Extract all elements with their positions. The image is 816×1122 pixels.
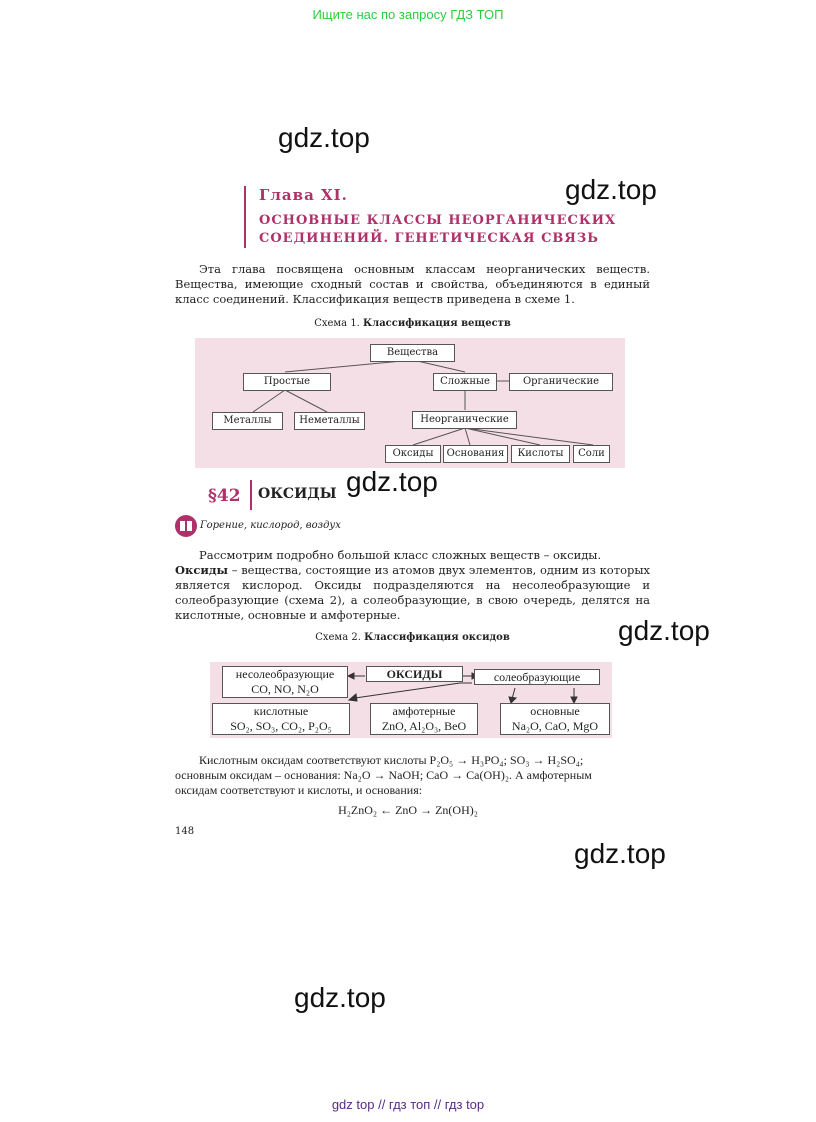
- nonsalt-examples: CO, NO, N₂O: [251, 682, 319, 696]
- scheme2-caption: [175, 632, 650, 643]
- section-text-p1: Рассмотрим подробно большой класс сложных веществ – оксиды.: [199, 548, 602, 562]
- zinc-formula: H₂ZnO₂ ← ZnO → Zn(OH)₂: [338, 803, 478, 817]
- node-complex: Сложные: [433, 373, 497, 391]
- top-note: Ищите нас по запросу ГДЗ ТОП: [312, 7, 504, 22]
- closing-line: оксидам соответствуют и кислоты, и основания:: [175, 783, 423, 797]
- closing-paragraph: [175, 753, 655, 798]
- acidic-label: кислотные: [253, 704, 309, 718]
- node-salts: Соли: [573, 445, 610, 463]
- watermark: gdz.top: [278, 122, 370, 153]
- acidic-oxides-box: [212, 703, 350, 735]
- section-keywords: Горение, кислород, воздух: [200, 520, 341, 531]
- closing-line: основным оксидам – основания: Na₂O → NaOH; CaO → Ca(OH)₂. А амфотерным: [175, 768, 592, 782]
- scheme2-caption-prefix: Схема 2.: [315, 632, 361, 643]
- chapter-title: Глава XI.: [259, 186, 348, 204]
- scheme2-diagram: [210, 662, 612, 738]
- basic-oxides-box: [500, 703, 610, 735]
- section-divider: [250, 480, 252, 510]
- bottom-links[interactable]: gdz top // гдз топ // гдз top: [331, 1097, 485, 1112]
- node-nonmetals: Неметаллы: [294, 412, 365, 430]
- acidic-examples: SO₂, SO₃, CO₂, P₂O₅: [230, 719, 332, 733]
- node-acids: Кислоты: [511, 445, 570, 463]
- closing-line: Кислотным оксидам соответствуют кислоты P₂O₅ → H₃PO₄; SO₃ → H₂SO₄;: [199, 753, 584, 767]
- term-oxides: Оксиды: [175, 563, 229, 577]
- section-number: §42: [208, 486, 241, 506]
- intro-paragraph: [175, 262, 650, 307]
- watermark: gdz.top: [574, 838, 666, 869]
- amphoteric-examples: ZnO, Al₂O₃, BeO: [381, 719, 467, 733]
- definition-text: – вещества, состоящие из атомов двух элементов, одним из которых является кислород. Оксиды подразделяются на несолеобразующие и солеобразующие (схема 2), а солеобразующие, в свою очередь, делятся на кислотные, основные и амфотерные.: [175, 563, 650, 622]
- chapter-subtitle-line: СОЕДИНЕНИЙ. ГЕНЕТИЧЕСКАЯ СВЯЗЬ: [259, 231, 599, 246]
- scheme1-caption-title: Классификация веществ: [363, 318, 511, 329]
- nonsalt-label: несолеобразующие: [235, 667, 335, 681]
- node-substances: Вещества: [370, 344, 455, 362]
- scheme1-caption-prefix: Схема 1.: [314, 318, 360, 329]
- chapter-heading: [244, 186, 616, 248]
- salt-oxides-box: солеобразующие: [474, 669, 600, 685]
- oxides-center-box: ОКСИДЫ: [366, 666, 463, 682]
- chapter-subtitle: [259, 212, 616, 248]
- section-title: ОКСИДЫ: [258, 486, 337, 502]
- basic-label: основные: [530, 704, 580, 718]
- watermark: gdz.top: [565, 174, 657, 205]
- section-text-p2: [175, 563, 650, 623]
- nonsalt-oxides-box: [222, 666, 348, 698]
- scheme2-caption-title: Классификация оксидов: [364, 632, 510, 643]
- book-icon: [175, 515, 197, 537]
- scheme1-caption: [175, 318, 650, 329]
- scheme1-diagram: [195, 338, 625, 468]
- amphoteric-label: амфотерные: [392, 704, 456, 718]
- intro-text: Эта глава посвящена основным классам неорганических веществ. Вещества, имеющие сходный состав и свойства, объединяются в единый класс соединений. Классификация веществ приведена в схеме 1.: [175, 262, 650, 306]
- node-oxides: Оксиды: [385, 445, 441, 463]
- amphoteric-oxides-box: [370, 703, 478, 735]
- chapter-subtitle-line: ОСНОВНЫЕ КЛАССЫ НЕОРГАНИЧЕСКИХ: [259, 213, 617, 228]
- node-inorganic: Неорганические: [412, 411, 517, 429]
- basic-examples: Na₂O, CaO, MgO: [511, 719, 599, 733]
- node-bases: Основания: [443, 445, 508, 463]
- section-paragraph: [175, 548, 650, 623]
- watermark: gdz.top: [618, 615, 710, 646]
- watermark: gdz.top: [294, 982, 386, 1013]
- node-simple: Простые: [243, 373, 331, 391]
- node-metals: Металлы: [212, 412, 283, 430]
- watermark: gdz.top: [346, 466, 438, 497]
- node-organic: Органические: [509, 373, 613, 391]
- page-number: 148: [175, 826, 195, 837]
